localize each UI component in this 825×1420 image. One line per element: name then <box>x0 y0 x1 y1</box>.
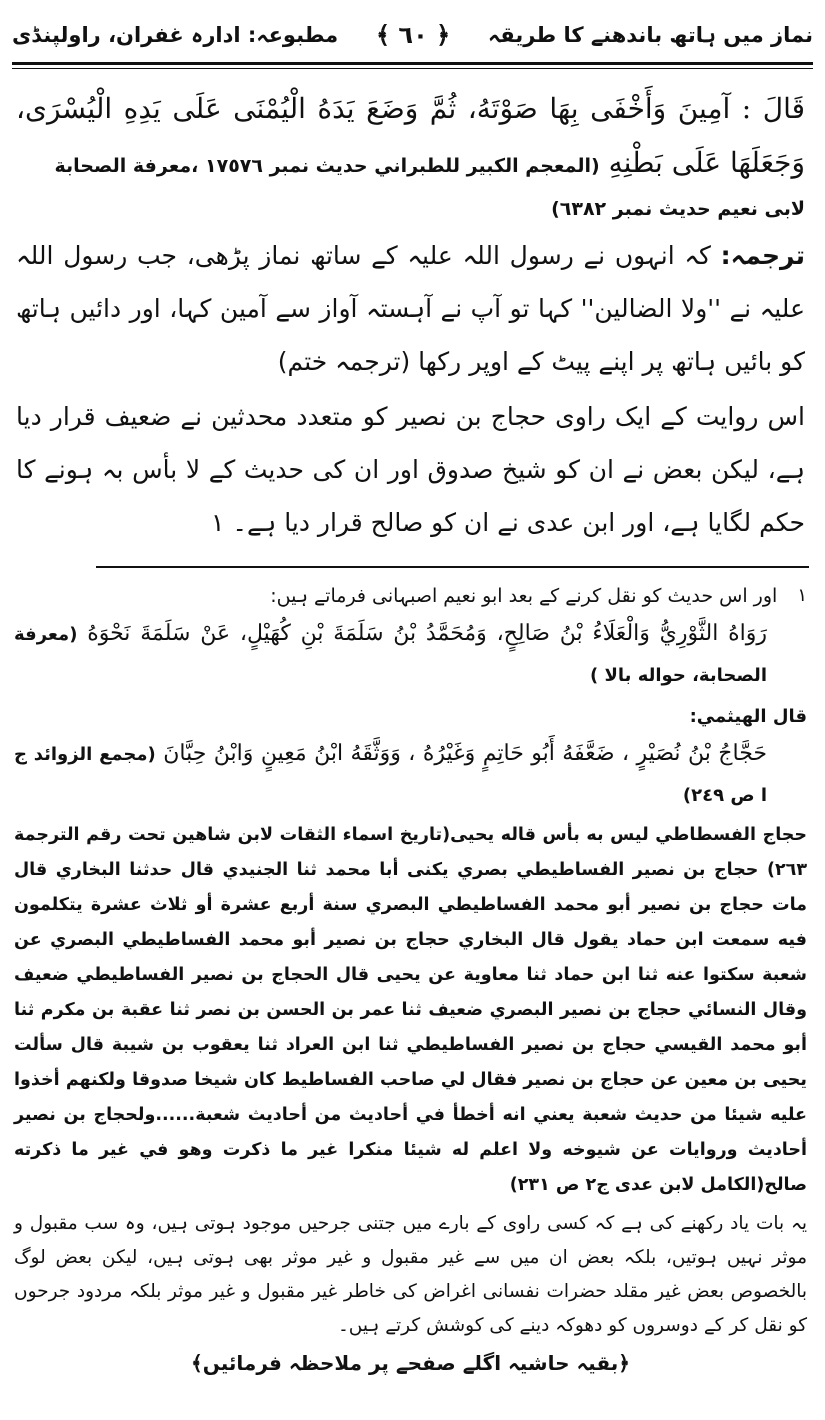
page-number: ﴿ ٦٠ ﴾ <box>376 21 451 49</box>
publisher-line: مطبوعہ: ادارہ غفران، راولپنڈی <box>12 23 339 47</box>
footnotes-section <box>14 578 807 1375</box>
continued-notice: ﴿بقیہ حاشیہ اگلے صفحے پر ملاحظہ فرمائیں﴾ <box>191 1351 630 1375</box>
translation-paragraph <box>16 229 805 388</box>
chapter-title: نماز میں ہاتھ باندھنے کا طریقہ <box>488 23 813 47</box>
footnote-urdu-note: یہ بات یاد رکھنے کی ہے کہ کسی راوی کے بارے میں جتنی جرحیں موجود ہوتی ہیں، وہ سب مقبول و موثر نہیں ہوتیں، بلکہ بعض ان میں سے غیر مقبول و غیر موثر بھی ہوتی ہیں، لیکن بعض لوگ بالخصوص بعض غیر مقلد حضرات نفسانی اغراض کی خاطر غیر مقبول و غیر موثر بلکہ مردود جرحوں کو نقل کر کے دوسروں کو دھوکہ دینے کی کوشش کرتے ہیں۔ <box>14 1213 807 1336</box>
footnote-arabic-2-ref: (مجمع الزوائد ج ا ص ٢٤٩) <box>14 744 767 806</box>
footnote-arabic-2-text: حَجَّاجُ بْنُ نُصَيْرٍ ، ضَعَّفَهُ أَبُو حَاتِمٍ وَغَيْرُهُ ، وَوَثَّقَهُ ابْنُ مَعِينٍ وَابْنُ حِبَّانَ <box>163 741 768 766</box>
main-text <box>16 82 805 549</box>
footnote-arabic-2 <box>14 734 767 816</box>
hadith-arabic-block <box>16 82 805 193</box>
footnote-arabic-1 <box>14 614 767 696</box>
translation-label: ترجمہ: <box>720 241 805 270</box>
footnote-divider <box>96 566 809 568</box>
header-rule <box>12 62 813 65</box>
footnote-intro-row <box>14 578 807 614</box>
hadith-reference-continued: لابى نعيم حديث نمبر ٦٣٨٢) <box>551 198 805 220</box>
commentary-paragraph: اس روایت کے ایک راوی حجاج بن نصیر کو متعدد محدثین نے ضعیف قرار دیا ہے، لیکن بعض نے ان کو شیخ صدوق اور ان کی حدیث کے لا بأس بہ ہونے کا حکم لگایا ہے، اور ابن عدی نے ان کو صالح قرار دیا ہے۔ ١ <box>16 402 805 537</box>
footnote-arabic-1-text: رَوَاهُ الثَّوْرِيُّ وَالْعَلَاءُ بْنُ صَالِحٍ، وَمُحَمَّدُ بْنُ سَلَمَةَ بْنِ كُهَيْلٍ، عَنْ سَلَمَةَ نَحْوَهُ <box>87 621 767 646</box>
header-rule-thin <box>12 68 813 69</box>
footnote-intro: اور اس حدیث کو نقل کرنے کے بعد ابو نعیم اصبہانی فرماتے ہیں: <box>270 585 778 607</box>
hadith-reference: (المعجم الكبير للطبراني حديث نمبر ١٧٥٧٦ ،معرفة الصحابة <box>54 155 600 177</box>
footnote-arabic-1-ref: (معرفة الصحابة، حواله بالا ) <box>14 624 767 686</box>
footnote-marker: ١ <box>797 585 807 606</box>
footnote-arabic-paragraph: حجاج الفسطاطي ليس به بأس قاله يحيى(تاريخ اسماء الثقات لابن شاهين تحت رقم الترجمة ٢٦٣) حجاج بن نصير الفساطيطي بصري يكنى أبا محمد ثنا الجنيدي قال حدثنا البخاري قال مات حجاج بن نصير أبو محمد الفساطيطي البصري سنة أربع عشرة أو ثلاث عشرة يتكلمون فيه سمعت ابن حماد يقول قال البخاري حجاج بن نصير أبو محمد الفساطيطي البصري عن شعبة سكتوا عنه ثنا ابن حماد ثنا معاوية عن يحيى قال الحجاج بن نصير الفساطيطي ضعيف وقال النسائي حجاج بن نصير البصري ضعيف ثنا عمر بن الحسن بن نصر ثنا عقبة بن مكرم ثنا أبو محمد القيسي حجاج بن نصير الفساطيطي ثنا ابن العراد ثنا يعقوب بن شيبة قال سألت يحيى بن معين عن حجاج بن نصير فقال لي صاحب الفساطيط كان شيخا صدوقا ولكنهم أخذوا عليه شيئا من حديث شعبة يعني انه أخطأ في أحاديث من أحاديث شعبة......ولحجاج بن نصير أحاديث وروايات عن شيوخه ولا اعلم له شيئا منكرا غير ما ذكرت وهو في غير ما ذكرته صالح(الكامل لابن عدى ج٢ ص ٢٣١) <box>14 825 807 1195</box>
page-header <box>12 14 813 56</box>
hadith-arabic: قَالَ : آمِينَ وَأَخْفَى بِهَا صَوْتَهُ، ثُمَّ وَضَعَ يَدَهُ الْيُمْنَى عَلَى يَدِهِ الْيُسْرَى، وَجَعَلَهَا عَلَى بَطْنِهِ <box>16 92 805 179</box>
translation-text: کہ انہوں نے رسول اللہ علیہ کے ساتھ نماز پڑھی، جب رسول اللہ علیہ نے ''ولا الضالین'' کہا تو آپ نے آہستہ آواز سے آمین کہا، اور دائیں ہاتھ کو بائیں ہاتھ پر اپنے پیٹ کے اوپر رکھا (ترجمہ ختم) <box>16 241 805 376</box>
haythami-heading: قال الهيثمي: <box>689 706 807 727</box>
